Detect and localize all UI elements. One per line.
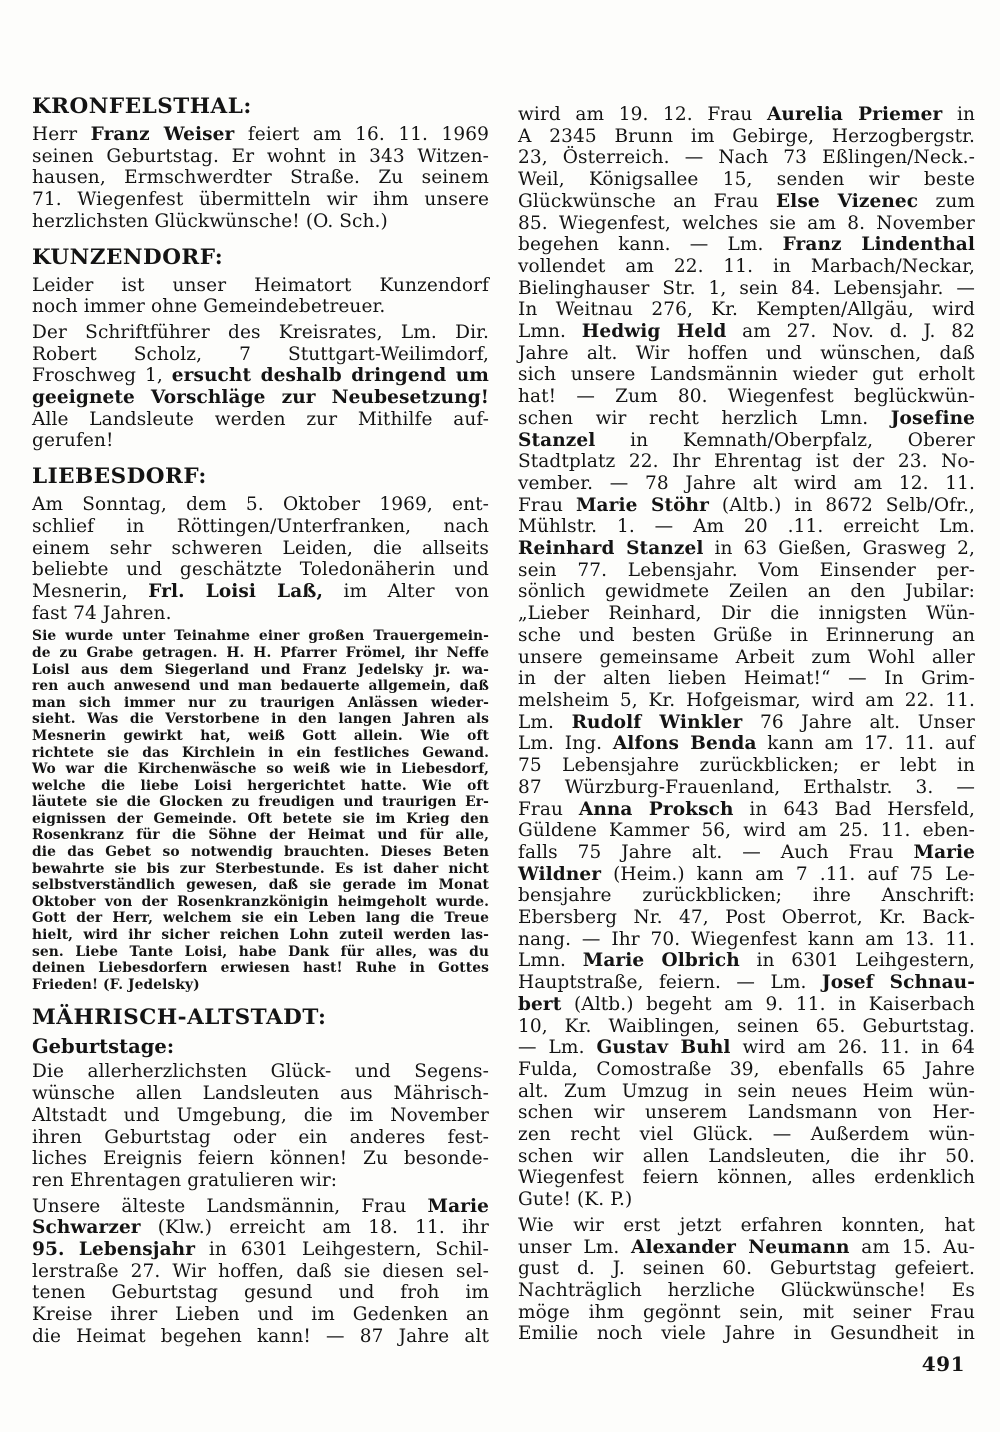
text-line: in der alten lieben Heimat!“ — In Grim- [518, 668, 975, 690]
section-heading: MÄHRISCH-ALTSTADT: [32, 1005, 327, 1031]
text-line: Frau Marie Stöhr (Altb.) in 8672 Selb/Ofr., [518, 494, 975, 516]
text-line: alt. Zum Umzug in sein neues Heim wün- [518, 1080, 975, 1102]
text-line: Kreise ihrer Lieben und im Gedenken an [32, 1304, 489, 1326]
text-line: sönlich gewidmete Zeilen an den Jubilar: [518, 581, 975, 603]
section-heading: KRONFELSTHAL: [32, 94, 252, 119]
text-line: Lm. Rudolf Winkler 76 Jahre alt. Unser [518, 711, 975, 733]
text-line: schen wir unserem Landsmann von Her- [518, 1102, 975, 1124]
text-line: A 2345 Brunn im Gebirge, Herzogbergstr. [518, 125, 975, 147]
text-line: Mesnerin gewirkt hat, weiß Gott allein. Wie oft [32, 727, 489, 744]
text-line: Glückwünsche an Frau Else Vizenec zum [518, 190, 975, 212]
text-line: Mühlstr. 1. — Am 20 .11. erreicht Lm. [518, 516, 975, 538]
left-column [32, 95, 489, 1352]
text-line: sieht. Was die Verstorbene in den langen Jahren als [32, 711, 489, 728]
text-line: Lmn. Marie Olbrich in 6301 Leihgestern, [518, 950, 975, 972]
text-line: schen wir recht herzlich Lmn. Josefine [518, 407, 975, 429]
text-line: eignissen der Gemeinde. Oft betete sie im Krieg den [32, 810, 489, 827]
text-line: ihren Geburtstag oder ein anderes fest- [32, 1126, 489, 1148]
text-line: Reinhard Stanzel in 63 Gießen, Grasweg 2, [518, 538, 975, 560]
text-line: hat! — Zum 80. Wiegenfest beglückwün- [518, 386, 975, 408]
text-line: herzlichsten Glückwünsche! (O. Sch.) [32, 210, 388, 232]
text-line: man sich immer nur zu traurigen Anlässen wieder- [32, 694, 489, 711]
text-line: Sie wurde unter Teinahme einer großen Trauergemein- [32, 628, 489, 645]
text-line: Schwarzer (Klw.) erreicht am 18. 11. ihr [32, 1217, 489, 1239]
text-line: Fulda, Comostraße 39, ebenfalls 65 Jahre [518, 1058, 975, 1080]
text-line: Emilie noch viele Jahre in Gesundheit in [518, 1323, 975, 1345]
text-line: Oktober von der Rosenkranzkönigin heimgeholt wurde. [32, 893, 489, 910]
page-number: 491 [921, 1352, 965, 1376]
section-subheading: Geburtstage: [32, 1035, 175, 1059]
text-line: wünsche allen Landsleuten aus Mährisch- [32, 1083, 489, 1105]
text-line: beliebte und geschätzte Toledonäherin und [32, 559, 489, 581]
text-line: schen wir allen Landsleuten, die ihr 50. [518, 1145, 975, 1167]
text-line: sche und besten Grüße in Erinnerung an [518, 624, 975, 646]
text-line: bert (Altb.) begeht am 9. 11. in Kaiserbach [518, 993, 975, 1015]
text-line: schlief in Röttingen/Unterfranken, nach [32, 515, 489, 537]
text-line: Wiegenfest feiern können, alles erdenklich [518, 1167, 975, 1189]
text-line: noch immer ohne Gemeindebetreuer. [32, 296, 386, 318]
paragraph [32, 322, 489, 452]
paragraph [518, 104, 975, 1211]
text-line: Unsere älteste Landsmännin, Frau Marie [32, 1195, 489, 1217]
text-line: geeignete Vorschläge zur Neubesetzung! [32, 387, 489, 409]
text-line: In Weitnau 276, Kr. Kempten/Allgäu, wird [518, 299, 975, 321]
text-line: sich unsere Landsmännin wieder gut erholt [518, 364, 975, 386]
text-line: Weil, Königsallee 15, senden wir beste [518, 169, 975, 191]
text-line: gerufen! [32, 430, 114, 452]
text-line: nang. — Ihr 70. Wiegenfest kann am 13. 11. [518, 928, 975, 950]
text-line: Lm. Ing. Alfons Benda kann am 17. 11. auf [518, 733, 975, 755]
text-line: tenen Geburtstag gesund und froh im [32, 1282, 489, 1304]
text-line: Ebersberg Nr. 47, Post Oberrot, Kr. Back- [518, 907, 975, 929]
section-heading: KUNZENDORF: [32, 244, 224, 270]
text-line: die Heimat begehen kann! — 87 Jahre alt [32, 1325, 489, 1347]
text-line: seinen Geburtstag. Er wohnt in 343 Witzen- [32, 145, 489, 167]
right-column [518, 95, 975, 1352]
text-line: Herr Franz Weiser feiert am 16. 11. 1969 [32, 124, 490, 145]
text-line: 71. Wiegenfest übermitteln wir ihm unsere [32, 189, 489, 211]
text-line: wird am 19. 12. Frau Aurelia Priemer in [518, 104, 975, 125]
text-line: begehen kann. — Lm. Franz Lindenthal [518, 234, 975, 256]
text-line: Stanzel in Kemnath/Oberpfalz, Oberer [518, 429, 975, 451]
text-line: vollendet am 22. 11. in Marbach/Neckar, [518, 255, 975, 277]
text-line: Die allerherzlichsten Glück- und Segens- [32, 1061, 489, 1083]
text-line: Stadtplatz 22. Ihr Ehrentag ist der 23. No- [518, 451, 975, 473]
text-line: selbstverständlich gewesen, daß sie gerade im Monat [32, 877, 489, 894]
text-line: Wie wir erst jetzt erfahren konnten, hat [518, 1214, 975, 1236]
text-line: gust d. J. seinen 60. Geburtstag gefeiert. [518, 1258, 975, 1280]
text-line: melsheim 5, Kr. Hofgeismar, wird am 22. 11. [518, 689, 975, 711]
text-line: falls 75 Jahre alt. — Auch Frau Marie [518, 841, 975, 863]
text-line: Loisl aus dem Siegerland und Franz Jedelsky jr. wa- [32, 661, 489, 678]
text-line: Mesnerin, Frl. Loisi Laß, im Alter von [32, 580, 489, 602]
text-line: de zu Grabe getragen. H. H. Pfarrer Frömel, ihr Neffe [32, 644, 489, 661]
text-line: sen. Liebe Tante Loisi, habe Dank für alles, was du [32, 943, 489, 960]
text-line: ren Ehrentagen gratulieren wir: [32, 1169, 338, 1191]
text-line: Nachträglich herzliche Glückwünsche! Es [518, 1279, 975, 1301]
text-line: 95. Lebensjahr in 6301 Leihgestern, Schil- [32, 1239, 489, 1261]
text-line: unsere gemeinsame Arbeit zum Wohl aller [518, 646, 975, 668]
text-line: Bielinghauser Str. 1, sein 84. Lebensjahr. — [518, 277, 975, 299]
text-line: einem sehr schweren Leiden, die allseits [32, 537, 489, 559]
paragraph [518, 1215, 975, 1345]
paragraph [32, 1061, 489, 1191]
text-line: Alle Landsleute werden zur Mithilfe auf- [32, 408, 489, 430]
text-line: Güldene Kammer 56, wird am 25. 11. eben- [518, 820, 975, 842]
text-line: zen recht viel Glück. — Außerdem wün- [518, 1124, 975, 1146]
paragraph [32, 275, 489, 318]
text-line: richtete sie das Kirchlein in ein festliches Gewand. [32, 744, 489, 761]
text-line: läutete sie die Glocken zu freudigen und traurigen Er- [32, 794, 489, 811]
text-line: unser Lm. Alexander Neumann am 15. Au- [518, 1236, 975, 1258]
text-line: 85. Wiegenfest, welches sie am 8. November [518, 212, 975, 234]
text-line: bensjahre zurückblicken; ihre Anschrift: [518, 885, 975, 907]
text-line: „Lieber Reinhard, Dir die innigsten Wün- [518, 603, 975, 625]
text-line: 23, Österreich. — Nach 73 Eßlingen/Neck.- [518, 147, 975, 169]
text-line: — Lm. Gustav Buhl wird am 26. 11. in 64 [518, 1037, 975, 1059]
text-line: Robert Scholz, 7 Stuttgart-Weilimdorf, [32, 343, 489, 365]
text-line: 87 Würzburg-Frauenland, Erthalstr. 3. — [518, 776, 975, 798]
text-line: 10, Kr. Waiblingen, seinen 65. Geburtstag. [518, 1015, 975, 1037]
text-line: Frau Anna Proksch in 643 Bad Hersfeld, [518, 798, 975, 820]
paragraph [32, 1196, 489, 1348]
text-line: Wildner (Heim.) kann am 7 .11. auf 75 Le- [518, 863, 975, 885]
paragraph [32, 494, 489, 624]
text-line: fast 74 Jahren. [32, 602, 172, 624]
text-line: Wo war die Kirchenwäsche so weiß wie in Liebesdorf, [32, 761, 489, 778]
text-line: welche die liebe Loisi hergerichtet hatte. Wie oft [32, 777, 489, 794]
text-line: Am Sonntag, dem 5. Oktober 1969, ent- [32, 494, 489, 516]
text-line: 75 Lebensjahre zurückblicken; er lebt in [518, 755, 975, 777]
text-line: Frieden! (F. Jedelsky) [32, 976, 200, 993]
text-line: Jahre alt. Wir hoffen und wünschen, daß [518, 342, 975, 364]
text-line: Altstadt und Umgebung, die im November [32, 1104, 489, 1126]
text-line: möge ihm gegönnt sein, mit seiner Frau [518, 1301, 975, 1323]
paragraph [32, 124, 489, 233]
text-columns [32, 95, 975, 1352]
text-line: Leider ist unser Heimatort Kunzendorf [32, 274, 489, 296]
text-line: ren auch anwesend und man bedauerte allgemein, daß [32, 678, 489, 695]
text-line: Gute! (K. P.) [518, 1189, 633, 1211]
text-line: sein 77. Lebensjahr. Vom Einsender per- [518, 559, 975, 581]
text-line: vember. — 78 Jahre alt wird am 12. 11. [518, 472, 975, 494]
text-line: Lmn. Hedwig Held am 27. Nov. d. J. 82 [518, 321, 975, 343]
paragraph [32, 628, 489, 993]
text-line: bewahrte sie bis zur Sterbestunde. Es ist daher nicht [32, 860, 489, 877]
text-line: die das Gebet so notwendig brauchten. Dieses Beten [32, 844, 489, 861]
text-line: Rosenkranz für die Söhne der Heimat und für alle, [32, 827, 489, 844]
text-line: Gott der Herr, welchem sie ein Leben lang die Treue [32, 910, 489, 927]
text-line: liches Ereignis feiern können! Zu besonde- [32, 1148, 489, 1170]
text-line: Hauptstraße, feiern. — Lm. Josef Schnau- [518, 972, 975, 994]
text-line: Der Schriftführer des Kreisrates, Lm. Dir. [32, 321, 489, 343]
text-line: lerstraße 27. Wir hoffen, daß sie diesen sel- [32, 1260, 489, 1282]
text-line: Froschweg 1, ersucht deshalb dringend um [32, 365, 489, 387]
text-line: deinen Liebesdorfern erwiesen hast! Ruhe in Gottes [32, 960, 489, 977]
text-line: hausen, Ermschwerdter Straße. Zu seinem [32, 167, 489, 189]
text-line: hielt, wird ihr sicher reichen Lohn zuteil werden las- [32, 927, 489, 944]
section-heading: LIEBESDORF: [32, 464, 207, 490]
